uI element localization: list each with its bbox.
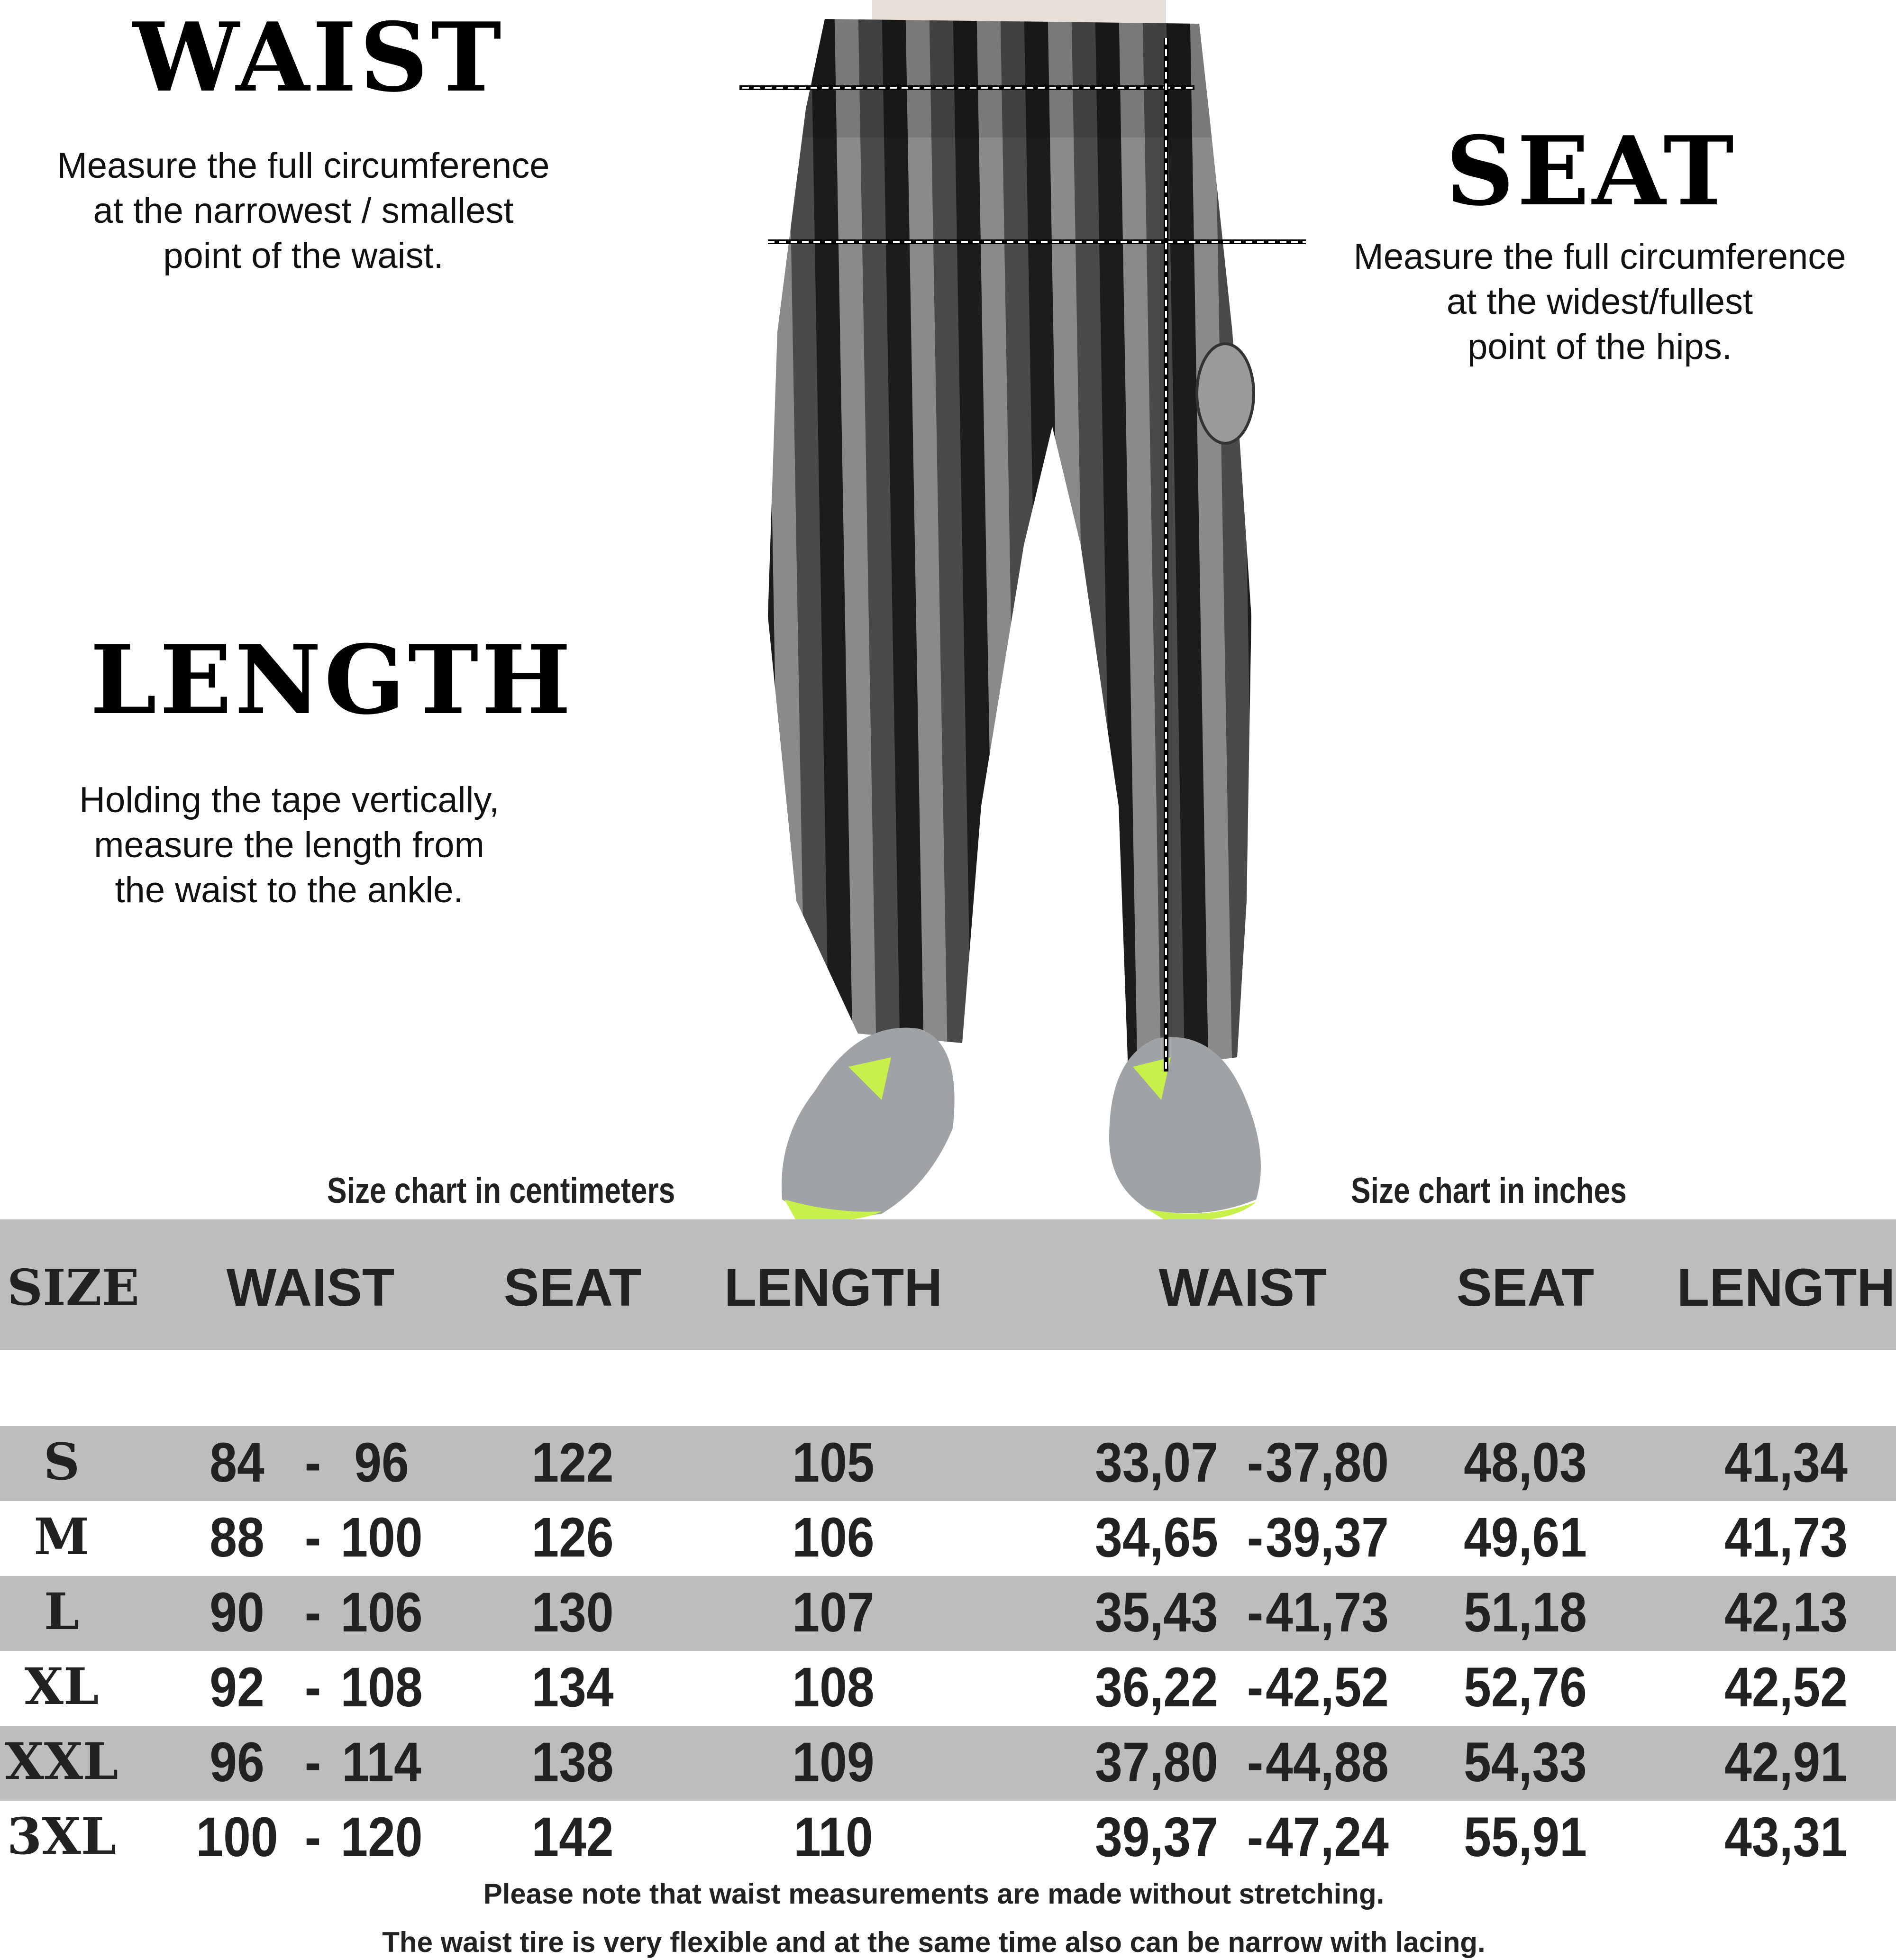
right-shoe-icon	[1109, 1037, 1261, 1221]
cell-waist-in-min: 33,07	[1095, 1431, 1218, 1494]
logo-patch-icon	[1197, 344, 1254, 443]
cell-waist-in-min: 35,43	[1095, 1581, 1218, 1644]
cell-waist-max: 106	[340, 1581, 423, 1644]
header-length-in: LENGTH	[1677, 1258, 1896, 1317]
cell-length: 107	[792, 1581, 875, 1644]
cell-length: 105	[792, 1431, 875, 1494]
table-row	[0, 1801, 1896, 1876]
cell-waist-min: 96	[210, 1731, 264, 1794]
cell-waist-min: 88	[210, 1506, 264, 1569]
cell-size: 3XL	[7, 1806, 117, 1866]
cell-length-in: 42,52	[1724, 1656, 1848, 1719]
caption-centimeters: Size chart in centimeters	[327, 1171, 675, 1211]
waist-heading: WAIST	[133, 2, 504, 113]
cell-range-dash: -	[304, 1506, 321, 1569]
note-stretching: Please note that waist measurements are made without stretching.	[483, 1878, 1385, 1910]
cell-waist-max: 108	[340, 1656, 423, 1719]
cell-waist-min: 84	[210, 1431, 264, 1494]
cell-waist-min: 90	[210, 1581, 264, 1644]
waist-description-line: point of the waist.	[163, 236, 444, 276]
cell-waist-min: 92	[210, 1656, 264, 1719]
cell-waist-in-max: 44,88	[1266, 1731, 1389, 1794]
cell-range-dash: -	[1247, 1506, 1264, 1569]
header-length-cm: LENGTH	[724, 1258, 943, 1317]
left-shoe-icon	[782, 1028, 955, 1221]
cell-waist-in-max: 39,37	[1266, 1506, 1389, 1569]
cell-seat-in: 55,91	[1464, 1806, 1587, 1868]
cell-seat-in: 48,03	[1464, 1431, 1587, 1494]
cell-length-in: 42,13	[1724, 1581, 1848, 1644]
waist-description	[9, 143, 597, 278]
seat-heading: SEAT	[1446, 116, 1737, 227]
seat-description-line: point of the hips.	[1468, 327, 1732, 367]
cell-waist-max: 100	[340, 1506, 423, 1569]
header-seat-in: SEAT	[1456, 1258, 1595, 1317]
cell-range-dash: -	[1247, 1431, 1264, 1494]
cell-seat: 130	[531, 1581, 614, 1644]
table-row	[0, 1576, 1896, 1651]
table-row	[0, 1726, 1896, 1801]
pants-illustration	[739, 0, 1332, 1223]
length-description	[28, 778, 550, 913]
length-description-line: measure the length from	[94, 825, 484, 865]
cell-length-in: 41,34	[1724, 1431, 1848, 1494]
size-chart-header	[0, 1219, 1896, 1350]
cell-seat: 134	[531, 1656, 614, 1719]
length-description-line: Holding the tape vertically,	[79, 780, 499, 820]
cell-range-dash: -	[304, 1581, 321, 1644]
cell-length-in: 41,73	[1724, 1506, 1848, 1569]
cell-size: L	[44, 1582, 80, 1641]
caption-inches: Size chart in inches	[1351, 1171, 1627, 1211]
cell-range-dash: -	[1247, 1581, 1264, 1644]
cell-range-dash: -	[1247, 1656, 1264, 1719]
cell-range-dash: -	[304, 1656, 321, 1719]
note-lacing: The waist tire is very flexible and at the same time also can be narrow with lacing.	[382, 1926, 1486, 1958]
header-waist-in: WAIST	[1158, 1258, 1327, 1317]
cell-seat-in: 52,76	[1464, 1656, 1587, 1719]
waist-description-line: Measure the full circumference	[57, 146, 550, 186]
cell-length: 108	[792, 1656, 875, 1719]
cell-length-in: 42,91	[1724, 1731, 1848, 1794]
cell-length: 110	[793, 1806, 873, 1868]
length-heading: LENGTH	[90, 624, 574, 736]
cell-size: M	[34, 1507, 90, 1566]
cell-length-in: 43,31	[1724, 1806, 1848, 1868]
cell-range-dash: -	[304, 1731, 321, 1794]
cell-seat: 142	[531, 1806, 614, 1868]
cell-waist-min: 100	[196, 1806, 278, 1868]
cell-seat: 126	[531, 1506, 614, 1569]
table-row	[0, 1426, 1896, 1501]
cell-waist-in-max: 47,24	[1266, 1806, 1389, 1868]
cell-seat: 122	[531, 1431, 614, 1494]
cell-waist-max: 114	[342, 1731, 421, 1794]
length-description-line: the waist to the ankle.	[115, 870, 464, 910]
cell-waist-in-min: 39,37	[1095, 1806, 1218, 1868]
seat-description-line: Measure the full circumference	[1353, 237, 1846, 277]
cell-length: 106	[792, 1506, 875, 1569]
cell-range-dash: -	[304, 1431, 321, 1494]
cell-waist-in-min: 37,80	[1095, 1731, 1218, 1794]
header-seat-cm: SEAT	[503, 1258, 642, 1317]
cell-length: 109	[792, 1731, 875, 1794]
header-size: SIZE	[7, 1258, 139, 1317]
cell-seat: 138	[531, 1731, 614, 1794]
header-waist-cm: WAIST	[226, 1258, 395, 1317]
cell-seat-in: 49,61	[1464, 1506, 1587, 1569]
cell-seat-in: 54,33	[1464, 1731, 1587, 1794]
cell-range-dash: -	[304, 1806, 321, 1868]
cell-waist-in-max: 42,52	[1266, 1656, 1389, 1719]
cell-waist-max: 96	[354, 1431, 409, 1494]
table-row	[0, 1651, 1896, 1726]
table-row	[0, 1501, 1896, 1576]
cell-waist-in-max: 41,73	[1266, 1581, 1389, 1644]
cell-size: XXL	[5, 1731, 118, 1791]
cell-waist-in-min: 34,65	[1095, 1506, 1218, 1569]
cell-waist-in-max: 37,80	[1266, 1431, 1389, 1494]
seat-description-line: at the widest/fullest	[1446, 282, 1753, 322]
cell-size: XL	[24, 1657, 99, 1716]
cell-waist-max: 120	[340, 1806, 423, 1868]
waist-description-line: at the narrowest / smallest	[93, 191, 514, 231]
cell-range-dash: -	[1247, 1806, 1264, 1868]
cell-range-dash: -	[1247, 1731, 1264, 1794]
striped-pants	[739, 0, 1332, 1138]
cell-seat-in: 51,18	[1464, 1581, 1587, 1644]
cell-waist-in-min: 36,22	[1095, 1656, 1218, 1719]
cell-size: S	[43, 1432, 80, 1491]
seat-description	[1313, 234, 1887, 369]
